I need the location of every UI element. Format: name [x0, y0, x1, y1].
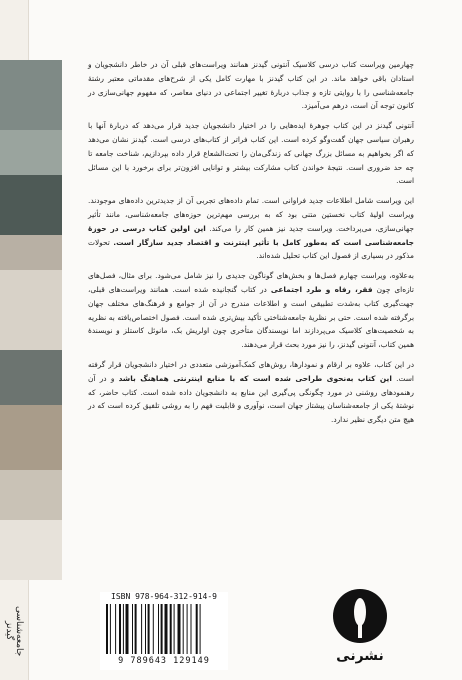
paragraph-5: در این کتاب، علاوه بر ارقام و نمودارها، روش‌های کمک‌آموزشی متعددی در اختیار دانشجویان قرار گرفته است. این کتاب به‌نحوی طراحی شده است که با منابع اینترنتی هماهنگ باشد و در آن رهنمودهای روشنی در مورد چگونگی پی‌گیری این منابع به دانشجویان داده شده است. کتاب حاضر، که نوشتهٔ یکی از جامعه‌شناسان پیشتاز جهان است، نوآوری و قابلیت فهم را به روشی تلفیق کرده است که در هیچ متن دیگری نظیر ندارد. [88, 359, 414, 425]
paragraph-1: چهارمین ویراست کتاب درسی کلاسیک آنتونی گیدنز همانند ویراست‌های قبلی آن در خاطر دانشجویان و استادان باقی خواهد ماند. در این کتاب گیدنز با مهارت کامل یکی از شرح‌های مقدماتی معتبر رشتهٔ جامعه‌شناسی را با روایتی تازه و جذاب دربارهٔ تغییر اجتماعی در دنیای معاصر، که مفهوم جهانی‌سازی در کانون توجه آن است، درهم می‌آمیزد. [88, 60, 414, 111]
isbn-number: ISBN 978-964-312-914-9 [111, 592, 217, 601]
paragraph-2: آنتونی گیدنز در این کتاب جوهرهٔ ایده‌هایی را در اختیار دانشجویان جدید قرار می‌دهد که دربارهٔ آنها با رهبران سیاسی جهان گفت‌وگو کرده است. این کتاب فراتر از کتاب‌های درسی است. گیدنز نشان می‌دهد که اگر بخواهیم به مسائل بزرگ جهانی که زندگی‌مان را تحت‌الشعاع قرار داده بپردازیم، شناخت جامعه تا چه حد ضروری است. نتیجهٔ خواندن کتاب مشارکت بیشتر و توانایی افزون‌تر برای برخورد با این مسائل است. [88, 121, 414, 186]
bold-emphasis: این کتاب به‌نحوی طراحی شده است که با منابع اینترنتی هماهنگ باشد [118, 373, 392, 383]
barcode-bar [106, 604, 108, 654]
collage-block [0, 235, 62, 270]
ean-digits: 9 789643 129149 [118, 656, 210, 666]
barcode-bar [165, 604, 168, 654]
barcode-bar [183, 604, 184, 654]
barcode-bar [158, 604, 159, 654]
collage-block [0, 350, 62, 405]
collage-block [0, 405, 62, 470]
back-cover-text [88, 58, 414, 433]
collage-block [0, 270, 62, 350]
bold-emphasis: فقر، رفاه و طرد اجتماعی [270, 284, 373, 294]
collage-block [0, 520, 62, 580]
barcode-bar [170, 604, 172, 654]
barcode-bar [145, 604, 146, 654]
barcode-bar [110, 604, 111, 654]
publisher-name: نشرنی [336, 648, 384, 664]
barcode-bar [161, 604, 163, 654]
barcode-bar [196, 604, 198, 654]
barcode-bar [119, 604, 121, 654]
barcode-bar [148, 604, 150, 654]
barcode-bars [106, 604, 222, 656]
barcode-bar [135, 604, 137, 654]
collage-block [0, 175, 62, 235]
barcode-bar [132, 604, 133, 654]
collage-block [0, 470, 62, 520]
cover-photo-collage [0, 60, 62, 580]
barcode-bar [174, 604, 175, 654]
collage-block [0, 60, 62, 130]
bold-emphasis: این اولین کتاب درسی در حوزهٔ جامعه‌شناسی است که به‌طور کامل با تأثیر اینترنت و اقتصاد جدید سازگار است. [88, 223, 414, 247]
barcode-bar [153, 604, 154, 654]
spine-author-text: جامعه‌شناسی گیدنز [4, 605, 24, 657]
paragraph-3: این ویراست شامل اطلاعات جدید فراوانی است. تمام داده‌های تجربی آن از جدیدترین داده‌های موجودند. ویراست اولیهٔ کتاب نخستین متنی بود که به بررسی مهم‌ترین حوزه‌های جامعه‌شناسی، مانند تأثیر جهانی‌سازی، می‌پرداخت. ویراست جدید نیز همین کار را می‌کند. این اولین کتاب درسی در حوزهٔ جامعه‌شناسی است که به‌طور کامل با تأثیر اینترنت و اقتصاد جدید سازگار است. تحولات مذکور در بسیاری از فصول این کتاب تحلیل شده‌اند. [88, 196, 414, 261]
barcode-bar [187, 604, 188, 654]
isbn-barcode [100, 592, 228, 670]
barcode-bar [178, 604, 181, 654]
barcode-bar [200, 604, 201, 654]
barcode-bar [141, 604, 142, 654]
publisher-logo-icon [330, 586, 390, 650]
barcode-bar [191, 604, 192, 654]
collage-block [0, 130, 62, 175]
barcode-bar [126, 604, 129, 654]
barcode-bar [115, 604, 116, 654]
paragraph-4: به‌علاوه، ویراست چهارم فصل‌ها و بخش‌های گوناگون جدیدی را نیز شامل می‌شود. برای مثال، فصل‌های تازه‌ای چون فقر، رفاه و طرد اجتماعی در کتاب گنجانیده شده است. همانند ویراست‌های قبلی، جهت‌گیری کتاب به‌شدت تطبیقی است و اطلاعات مندرج در آن از جوامع و فرهنگ‌های مختلف جهان برگرفته شده است. حتی بر نظریهٔ جامعه‌شناختی تأکید بیش‌تری شده است. فصول اختصاص‌یافته به نظریه به شخصیت‌های کلاسیک می‌پردازند اما نویسندگان متأخری چون اولریش بک، مانوئل کاستلز و نویسندهٔ همین کتاب، آنتونی گیدنز، را نیز مورد بحث قرار می‌دهند. [88, 271, 414, 350]
barcode-bar [123, 604, 124, 654]
